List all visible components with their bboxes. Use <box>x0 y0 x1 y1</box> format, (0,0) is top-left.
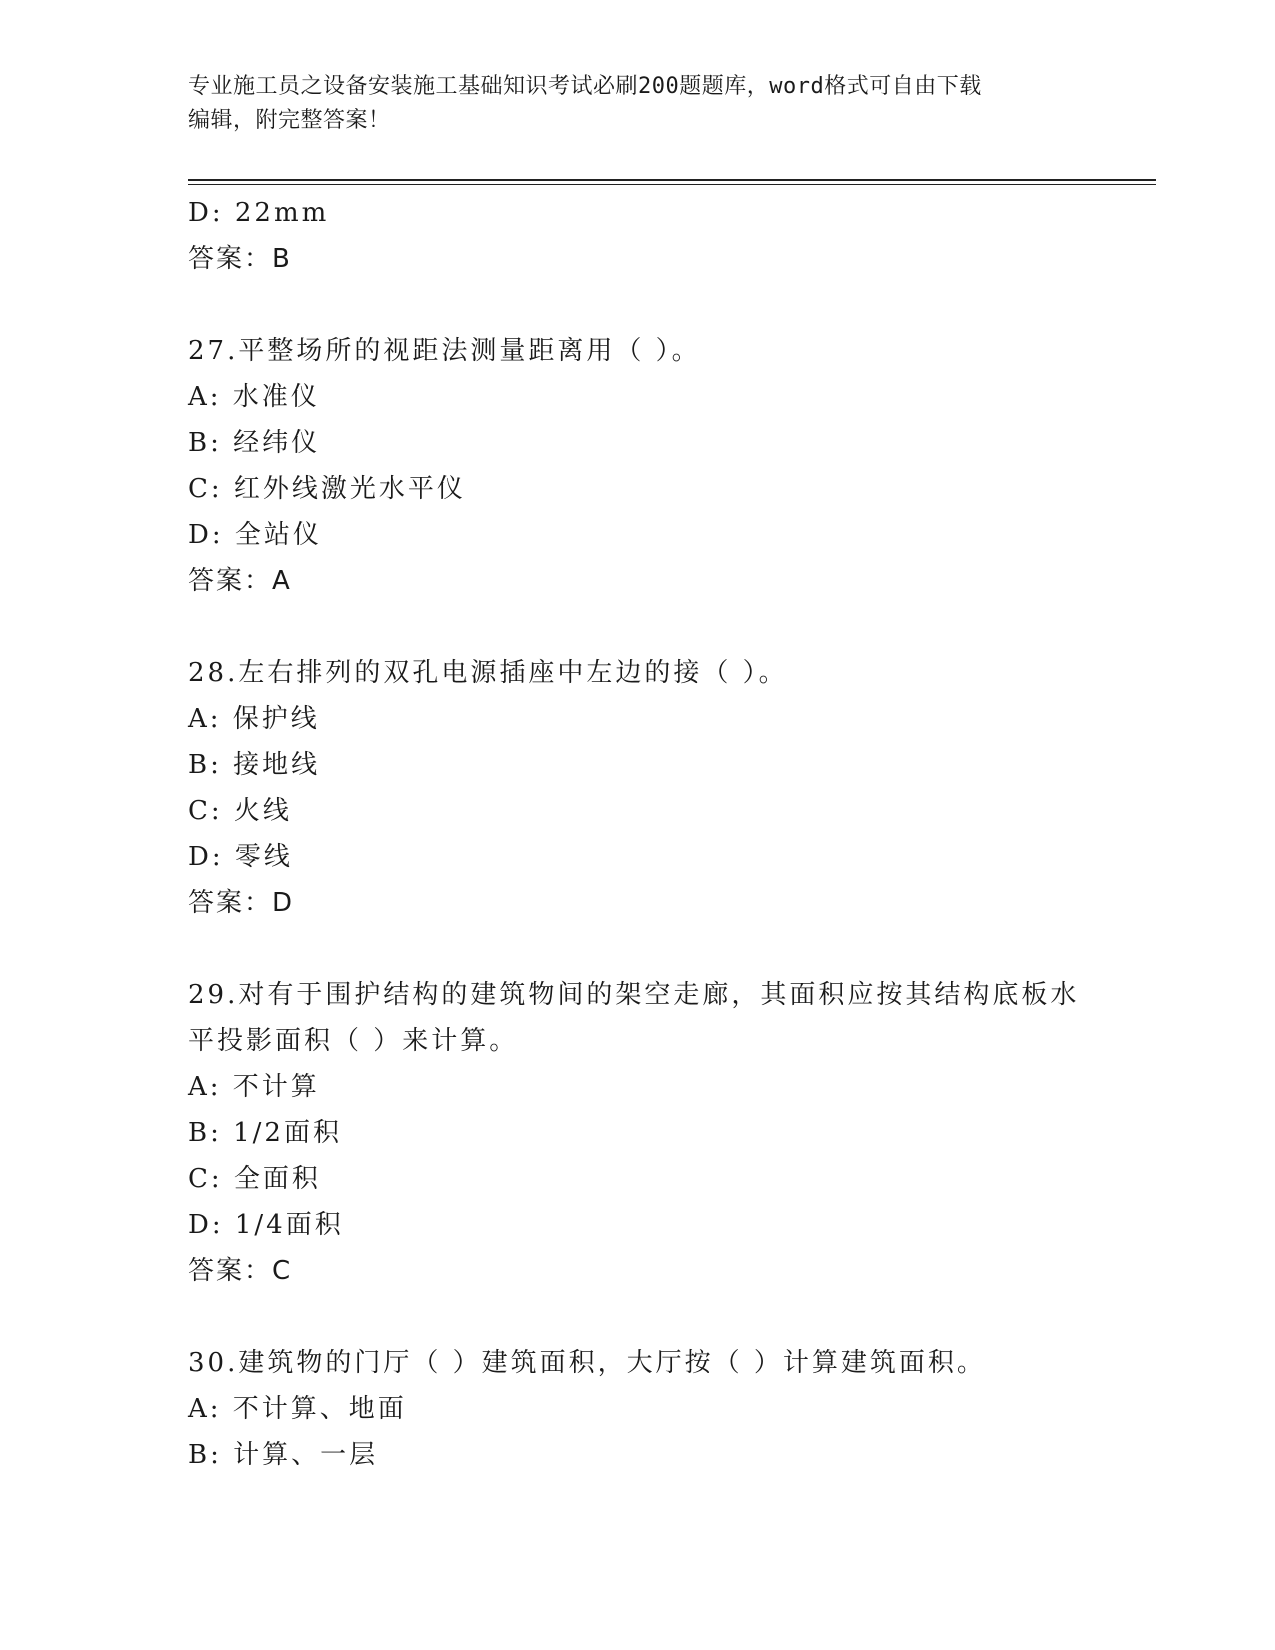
answer: 答案：D <box>188 888 295 918</box>
header-line-2: 编辑，附完整答案！ <box>188 108 391 133</box>
option-b: B: 接地线 <box>188 750 321 780</box>
option-c: C: 全面积 <box>188 1164 321 1194</box>
answer: 答案：C <box>188 1256 293 1286</box>
question-stem: 27.平整场所的视距法测量距离用（ ）。 <box>188 336 701 366</box>
option-d: D: 全站仪 <box>188 520 322 550</box>
question-list <box>188 190 1088 1478</box>
answer: 答案：A <box>188 566 292 596</box>
option-d: D: 零线 <box>188 842 293 872</box>
question-stem-line-1: 29.对有于围护结构的建筑物间的架空走廊，其面积应按其结构底板水 <box>188 980 1080 1010</box>
document-header <box>188 70 1088 138</box>
option-c: C: 火线 <box>188 796 292 826</box>
prev-option-d: D: 22mm <box>188 198 330 228</box>
option-b: B: 计算、一层 <box>188 1440 379 1470</box>
question-28 <box>188 650 1088 926</box>
header-line-1: 专业施工员之设备安装施工基础知识考试必刷200题题库，word格式可自由下载 <box>188 74 982 99</box>
option-b: B: 经纬仪 <box>188 428 321 458</box>
question-29 <box>188 972 1088 1294</box>
question-30 <box>188 1340 1088 1478</box>
option-a: A: 不计算、地面 <box>188 1394 407 1424</box>
option-b: B: 1/2面积 <box>188 1118 342 1148</box>
question-stem: 30.建筑物的门厅（ ）建筑面积，大厅按（ ）计算建筑面积。 <box>188 1348 986 1378</box>
option-a: A: 不计算 <box>188 1072 320 1102</box>
question-stem-line-2: 平投影面积（ ）来计算。 <box>188 1026 519 1056</box>
option-a: A: 保护线 <box>188 704 320 734</box>
prev-answer: 答案：B <box>188 244 292 274</box>
header-divider-thin <box>188 184 1156 185</box>
question-stem: 28.左右排列的双孔电源插座中左边的接（ ）。 <box>188 658 788 688</box>
option-d: D: 1/4面积 <box>188 1210 344 1240</box>
question-27 <box>188 328 1088 604</box>
option-a: A: 水准仪 <box>188 382 320 412</box>
option-c: C: 红外线激光水平仪 <box>188 474 466 504</box>
header-divider-thick <box>188 179 1156 181</box>
